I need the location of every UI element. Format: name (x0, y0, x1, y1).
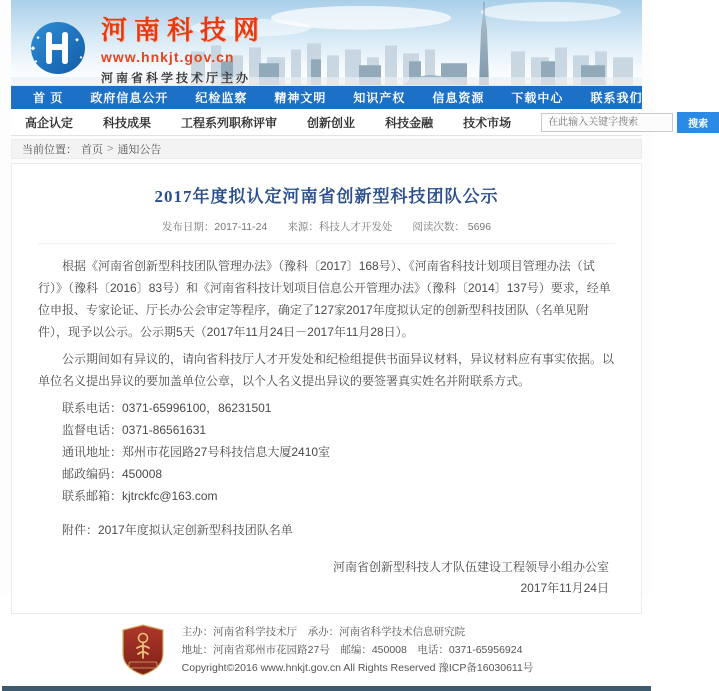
subnav-item-market[interactable]: 技术市场 (463, 115, 512, 130)
publish-date: 发布日期：2017-11-24 (161, 221, 268, 233)
subnav-item-finance[interactable]: 科技金融 (385, 115, 434, 130)
footer-address: 地址：河南省郑州市花园路27号 邮编：450008 电话：0371-65956924 (181, 644, 523, 656)
nav-item-downloads[interactable]: 下载中心 (511, 91, 564, 105)
nav-item-home[interactable]: 首 页 (33, 91, 64, 105)
page-footer (0, 614, 653, 685)
nav-item-contact[interactable]: 联系我们 (590, 91, 643, 105)
nav-item-civilization[interactable]: 精神文明 (274, 91, 327, 105)
contact-email: 联系邮箱：kjtrckfc@163.com (62, 489, 218, 503)
supervision-phone: 监督电话：0371-86561631 (62, 423, 207, 437)
footer-copyright: Copyright©2016 www.hnkjt.gov.cn All Rights Reserved 豫ICP备16030611号 (181, 662, 534, 674)
article-body (38, 255, 615, 599)
site-host: 河南省科学技术厅主办 (101, 71, 252, 85)
subnav-item-achievements[interactable]: 科技成果 (103, 115, 152, 130)
attachment-link[interactable]: 附件：2017年度拟认定创新型科技团队名单 (62, 523, 293, 537)
breadcrumb-label: 当前位置： (22, 144, 77, 156)
subnav-item-hitech[interactable]: 高企认定 (25, 115, 74, 130)
site-logo-icon (25, 16, 89, 80)
breadcrumb-current: 通知公告 (117, 144, 162, 156)
search-input[interactable] (541, 113, 673, 132)
article-meta (38, 219, 615, 244)
signature-org: 河南省创新型科技人才队伍建设工程领导小组办公室 (332, 560, 609, 574)
breadcrumb-home-link[interactable]: 首页 (81, 144, 103, 156)
paragraph-1: 根据《河南省创新型科技团队管理办法》（豫科〔2017〕168号）、《河南省科技计划项目管理办法（试行）》（豫科〔2016〕83号）和《河南省科技计划项目信息公开管理办法》（豫科〔2014〕137号）要求，经单位申报、专家论证、厅长办公会审定等程序，确定了127家2017年度拟认定的创新型科技团队（名单见附件），现予以公示。公示期5天（2017年11月24日－2017年11月28日）。 (38, 259, 611, 339)
paragraph-2: 公示期间如有异议的，请向省科技厅人才开发处和纪检组提供书面异议材料，异议材料应有事实依据。以单位名义提出异议的要加盖单位公章，以个人名义提出异议的要签署真实姓名并附联系方式。 (38, 352, 615, 388)
site-banner (11, 0, 642, 86)
search-box (541, 112, 719, 133)
signature-block (38, 557, 615, 599)
signature-date: 2017年11月24日 (520, 581, 609, 595)
article (11, 163, 642, 614)
footer-info (182, 623, 534, 677)
search-button[interactable]: 搜索 (677, 112, 719, 133)
article-source: 来源：科技人才开发处 (287, 221, 393, 233)
site-name: 河南科技网 (101, 16, 267, 45)
breadcrumb (11, 139, 642, 159)
certification-badge-icon (120, 624, 166, 676)
bottom-bar (2, 686, 651, 691)
nav-item-ip[interactable]: 知识产权 (353, 91, 406, 105)
nav-item-gov-info[interactable]: 政府信息公开 (90, 91, 169, 105)
sub-nav (11, 109, 709, 136)
footer-organizer: 主办：河南省科学技术厅 承办：河南省科学技术信息研究院 (181, 626, 466, 638)
nav-item-discipline[interactable]: 纪检监察 (195, 91, 248, 105)
subnav-item-innovation[interactable]: 创新创业 (307, 115, 356, 130)
contact-phone: 联系电话：0371-65996100，86231501 (62, 401, 272, 415)
subnav-item-titles[interactable]: 工程系列职称评审 (181, 115, 278, 130)
article-title: 2017年度拟认定河南省创新型科技团队公示 (154, 187, 499, 206)
read-count: 阅读次数： 5696 (412, 221, 492, 233)
breadcrumb-separator: > (107, 143, 114, 155)
postal-code: 邮政编码：450008 (62, 467, 163, 481)
nav-item-resources[interactable]: 信息资源 (432, 91, 485, 105)
mail-address: 通讯地址：郑州市花园路27号科技信息大厦2410室 (62, 445, 331, 459)
site-url: www.hnkjt.gov.cn (101, 49, 235, 65)
main-nav (11, 86, 642, 109)
